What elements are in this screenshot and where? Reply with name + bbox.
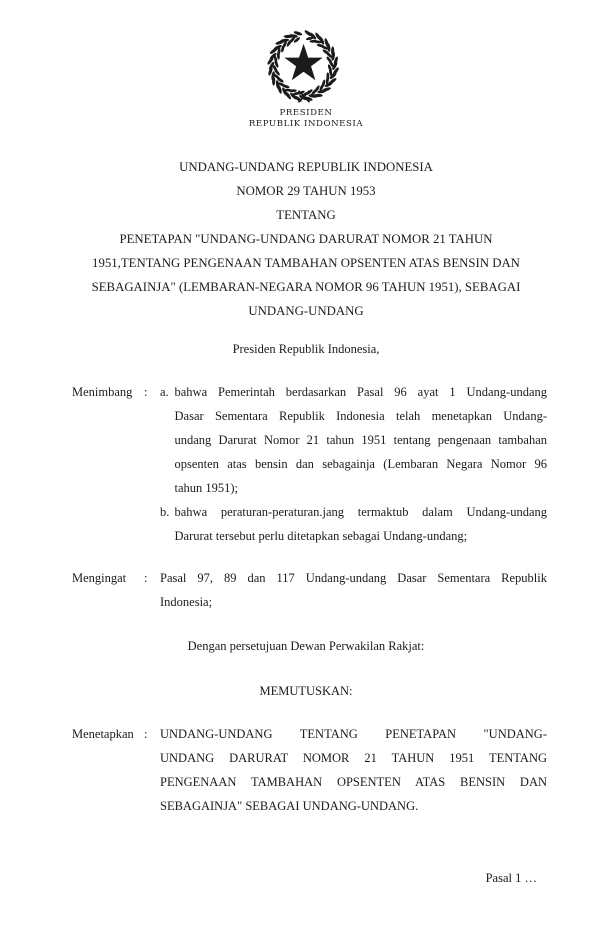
recalling-colon: : xyxy=(144,571,148,585)
item-letter: b. xyxy=(160,505,170,519)
text-line: tahun 1951); xyxy=(174,481,239,495)
text-line: bahwa Pemerintah berdasarkan Pasal 96 ayat 1 Undang-undang xyxy=(174,385,547,399)
wreath-leaf xyxy=(281,87,288,97)
enacting-colon: : xyxy=(144,727,148,741)
text-line: Darurat tersebut perlu ditetapkan sebagai Undang-undang; xyxy=(174,529,468,543)
considering-section xyxy=(72,380,547,548)
considering-item-a xyxy=(160,380,547,500)
presidential-seal xyxy=(262,24,346,108)
item-text xyxy=(175,500,548,548)
enacting-label: Menetapkan xyxy=(72,727,134,741)
text-line: UNDANG-UNDANG xyxy=(248,304,364,318)
seal-caption-line1: PRESIDEN xyxy=(279,108,333,118)
enacting-section xyxy=(72,722,547,818)
recalling-label: Mengingat xyxy=(72,571,127,585)
opening-line: Presiden Republik Indonesia, xyxy=(232,342,380,356)
text-line: bahwa peraturan-peraturan.jang termaktub dalam Undang-undang xyxy=(174,505,547,519)
seal-caption-line2: REPUBLIK INDONESIA xyxy=(248,119,364,129)
page-catchword: Pasal 1 … xyxy=(485,871,537,885)
text-line: SEBAGAINJA" (LEMBARAN-NEGARA NOMOR 96 TAHUN 1951), SEBAGAI xyxy=(91,280,521,294)
text-line: UNDANG DARURAT NOMOR 21 TAHUN 1951 TENTANG xyxy=(160,751,547,765)
wreath-leaf xyxy=(318,36,325,46)
considering-label: Menimbang xyxy=(72,385,133,399)
text-line: NOMOR 29 TAHUN 1953 xyxy=(236,184,376,198)
text-line: PENGENAAN TAMBAHAN OPSENTEN ATAS BENSIN DAN xyxy=(160,775,547,789)
text-line: Dasar Sementara Republik Indonesia telah menetapkan Undang- xyxy=(174,409,547,423)
text-line: UNDANG-UNDANG REPUBLIK INDONESIA xyxy=(179,160,433,174)
considering-content xyxy=(160,380,547,548)
approval-line: Dengan persetujuan Dewan Perwakilan Rakjat: xyxy=(187,639,425,653)
text-line: UNDANG-UNDANG TENTANG PENETAPAN "UNDANG- xyxy=(160,727,547,741)
recalling-text xyxy=(160,566,547,614)
decision-heading: MEMUTUSKAN: xyxy=(259,684,353,698)
text-line: TENTANG xyxy=(276,208,336,222)
item-letter: a. xyxy=(160,385,169,399)
text-line: Indonesia; xyxy=(160,595,213,609)
text-line: opsenten atas bensin dan sebagainja (Lembaran Negara Nomor 96 xyxy=(174,457,547,471)
document-title xyxy=(36,155,576,323)
text-line: Pasal 97, 89 dan 117 Undang-undang Dasar Sementara Republik xyxy=(160,571,547,585)
text-line: PENETAPAN "UNDANG-UNDANG DARURAT NOMOR 21 TAHUN xyxy=(119,232,493,246)
item-text xyxy=(175,380,548,500)
considering-item-b xyxy=(160,500,547,548)
considering-colon: : xyxy=(144,385,148,399)
recalling-section xyxy=(72,566,547,614)
text-line: undang Darurat Nomor 21 tahun 1951 tentang pengenaan tambahan xyxy=(174,433,547,447)
text-line: SEBAGAINJA" SEBAGAI UNDANG-UNDANG. xyxy=(160,799,419,813)
star-icon xyxy=(284,44,322,80)
text-line: 1951,TENTANG PENGENAAN TAMBAHAN OPSENTEN ATAS BENSIN DAN xyxy=(92,256,520,270)
seal-svg xyxy=(262,24,346,108)
wreath-leaf xyxy=(324,81,334,88)
enacting-text xyxy=(160,722,547,818)
wreath-leaf xyxy=(273,44,283,51)
